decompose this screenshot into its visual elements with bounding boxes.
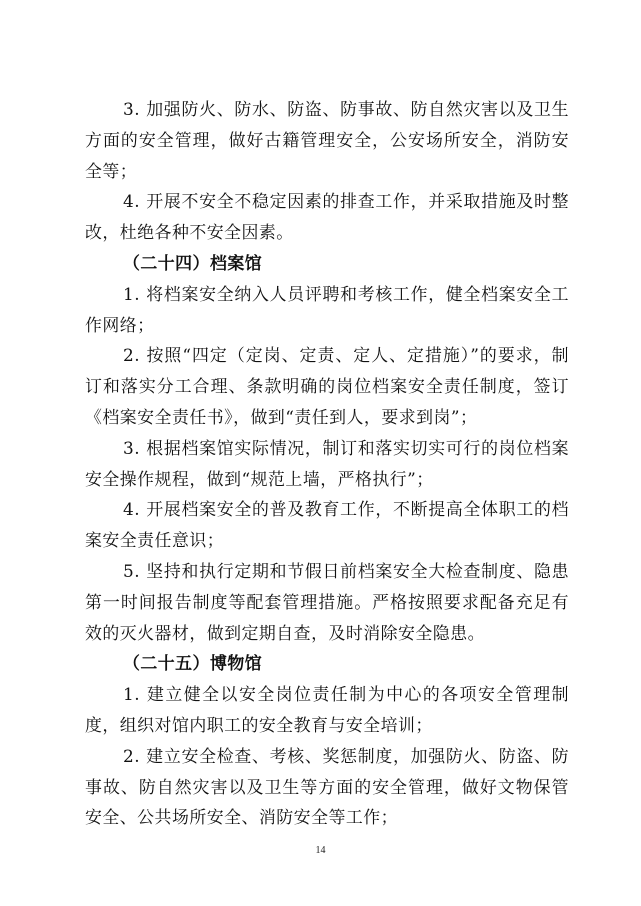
page-number: 14 (315, 845, 326, 856)
paragraph-archives-evaluation: 1. 将档案安全纳入人员评聘和考核工作，健全档案安全工作网络； (85, 283, 569, 335)
paragraph-archives-education: 4. 开展档案安全的普及教育工作，不断提高全体职工的档案安全责任意识； (85, 499, 569, 551)
section-heading-archives: （二十四）档案馆 (123, 252, 263, 273)
paragraph-archives-procedures: 3. 根据档案馆实际情况，制订和落实切实可行的岗位档案安全操作规程，做到“规范上墙，严格执行”； (85, 437, 569, 489)
section-heading-museum: （二十五）博物馆 (123, 653, 263, 674)
paragraph-fire-water-theft-safety: 3. 加强防火、防水、防盗、防事故、防自然灾害以及卫生方面的安全管理，做好古籍管理安全，公安场所安全，消防安全等； (85, 99, 569, 181)
document-body (85, 94, 569, 833)
paragraph-hazard-investigation: 4. 开展不安全不稳定因素的排查工作，并采取措施及时整改，杜绝各种不安全因素。 (85, 191, 569, 243)
paragraph-archives-four-fixed: 2. 按照“四定（定岗、定责、定人、定措施）”的要求，制订和落实分工合理、条款明确的岗位档案安全责任制度，签订《档案安全责任书》，做到“责任到人，要求到岗”； (85, 345, 569, 427)
paragraph-museum-responsibility: 1. 建立健全以安全岗位责任制为中心的各项安全管理制度，组织对馆内职工的安全教育与安全培训； (85, 684, 569, 735)
paragraph-archives-inspection: 5. 坚持和执行定期和节假日前档案安全大检查制度、隐患第一时间报告制度等配套管理措施。严格按照要求配备充足有效的灭火器材，做到定期自查，及时消除安全隐患。 (85, 560, 569, 643)
paragraph-museum-inspection: 2. 建立安全检查、考核、奖惩制度，加强防火、防盗、防事故、防自然灾害以及卫生等方面的安全管理，做好文物保管安全、公共场所安全、消防安全等工作； (85, 745, 569, 828)
